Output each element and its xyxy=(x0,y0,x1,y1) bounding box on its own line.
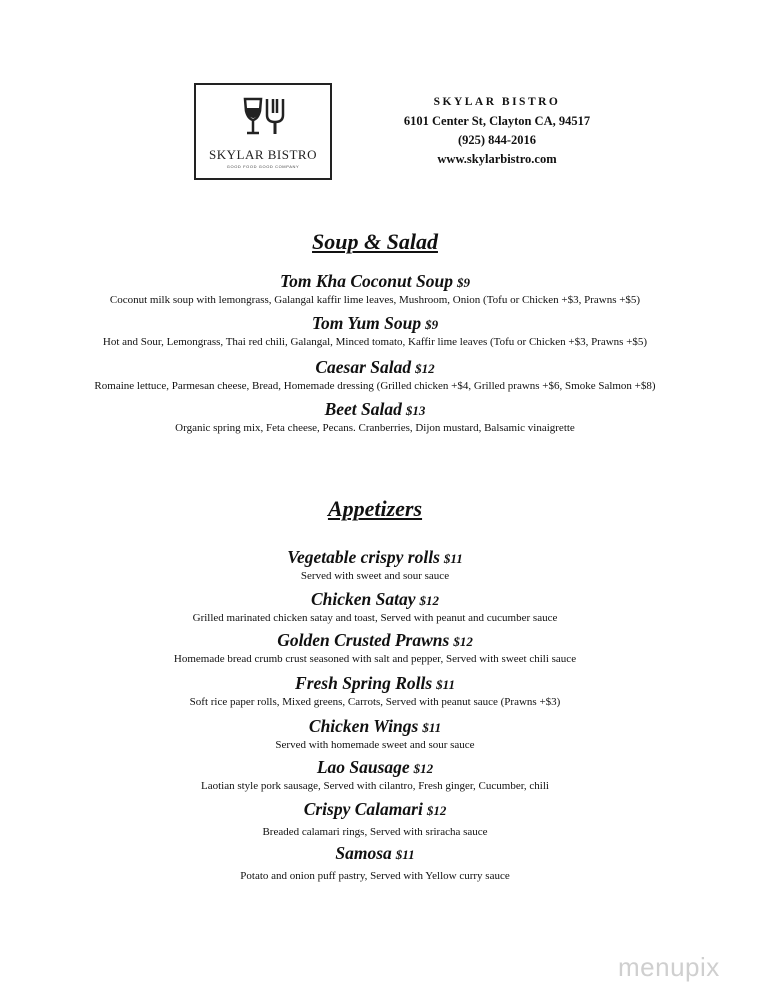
item-price: $12 xyxy=(453,634,473,649)
menu-item xyxy=(0,589,750,625)
restaurant-logo xyxy=(194,83,332,180)
item-name: Golden Crusted Prawns xyxy=(277,630,450,650)
logo-tagline: GOOD FOOD GOOD COMPANY xyxy=(226,164,300,169)
item-price: $12 xyxy=(413,761,434,776)
restaurant-address: 6101 Center St, Clayton CA, 94517 xyxy=(403,114,591,128)
item-name: Tom Kha Coconut Soup xyxy=(280,271,453,291)
item-description: Breaded calamari rings, Served with sriracha sauce xyxy=(262,826,488,838)
item-name: Beet Salad xyxy=(324,399,402,419)
wine-glass-fork-icon xyxy=(243,97,289,137)
item-price: $12 xyxy=(426,803,447,818)
item-price: $9 xyxy=(456,275,470,290)
item-price: $13 xyxy=(405,403,426,418)
item-price: $12 xyxy=(419,593,440,608)
item-price: $11 xyxy=(422,720,442,735)
item-name: Vegetable crispy rolls xyxy=(287,547,440,567)
item-description: Laotian style pork sausage, Served with cilantro, Fresh ginger, Cucumber, chili xyxy=(201,780,549,792)
menu-item xyxy=(0,547,750,583)
menu-item xyxy=(0,357,750,393)
menu-item xyxy=(0,716,750,752)
restaurant-name: SKYLAR BISTRO xyxy=(433,96,561,108)
menu-item xyxy=(0,843,750,883)
menu-item xyxy=(0,799,750,839)
restaurant-contact xyxy=(382,93,612,169)
item-price: $11 xyxy=(443,551,463,566)
item-name: Samosa xyxy=(335,843,392,863)
item-description: Coconut milk soup with lemongrass, Galangal kaffir lime leaves, Mushroom, Onion (Tofu or Chicken +$3, Prawns +$5) xyxy=(109,294,641,306)
item-description: Grilled marinated chicken satay and toast, Served with peanut and cucumber sauce xyxy=(192,612,558,624)
menu-item xyxy=(0,757,750,793)
item-name: Fresh Spring Rolls xyxy=(295,673,433,693)
item-description: Homemade bread crumb crust seasoned with salt and pepper, Served with sweet chili sauce xyxy=(173,653,577,665)
item-description: Soft rice paper rolls, Mixed greens, Carrots, Served with peanut sauce (Prawns +$3) xyxy=(189,696,561,708)
item-description: Hot and Sour, Lemongrass, Thai red chili, Galangal, Minced tomato, Kaffir lime leaves (Tofu or Chicken +$3, Prawns +$5) xyxy=(102,336,648,348)
item-price: $9 xyxy=(425,317,439,332)
item-price: $11 xyxy=(436,677,455,692)
section-title-appetizers: Appetizers xyxy=(327,496,423,521)
restaurant-phone: (925) 844-2016 xyxy=(457,133,537,147)
item-name: Chicken Satay xyxy=(310,589,416,609)
menu-item xyxy=(0,630,750,666)
menu-item xyxy=(0,399,750,435)
item-name: Crispy Calamari xyxy=(303,799,423,819)
item-name: Chicken Wings xyxy=(308,716,419,736)
item-description: Romaine lettuce, Parmesan cheese, Bread, Homemade dressing (Grilled chicken +$4, Grilled prawns +$6, Smoke Salmon +$8) xyxy=(94,380,656,392)
menupix-watermark: menupix xyxy=(618,952,720,982)
menu-item xyxy=(0,673,750,709)
item-price: $12 xyxy=(415,361,435,376)
item-description: Served with sweet and sour sauce xyxy=(300,570,450,582)
item-name: Caesar Salad xyxy=(315,357,412,377)
menu-item xyxy=(0,271,750,307)
item-name: Lao Sausage xyxy=(316,757,410,777)
item-description: Organic spring mix, Feta cheese, Pecans. Cranberries, Dijon mustard, Balsamic vinaigrette xyxy=(175,422,575,434)
section-title-soup-salad: Soup & Salad xyxy=(312,229,438,254)
restaurant-website: www.skylarbistro.com xyxy=(437,152,557,166)
item-price: $11 xyxy=(395,847,415,862)
item-description: Served with homemade sweet and sour sauce xyxy=(275,739,475,751)
item-name: Tom Yum Soup xyxy=(311,313,422,333)
item-description: Potato and onion puff pastry, Served with Yellow curry sauce xyxy=(240,870,510,882)
logo-name: SKYLAR BISTRO xyxy=(209,147,317,162)
menu-item xyxy=(0,313,750,349)
